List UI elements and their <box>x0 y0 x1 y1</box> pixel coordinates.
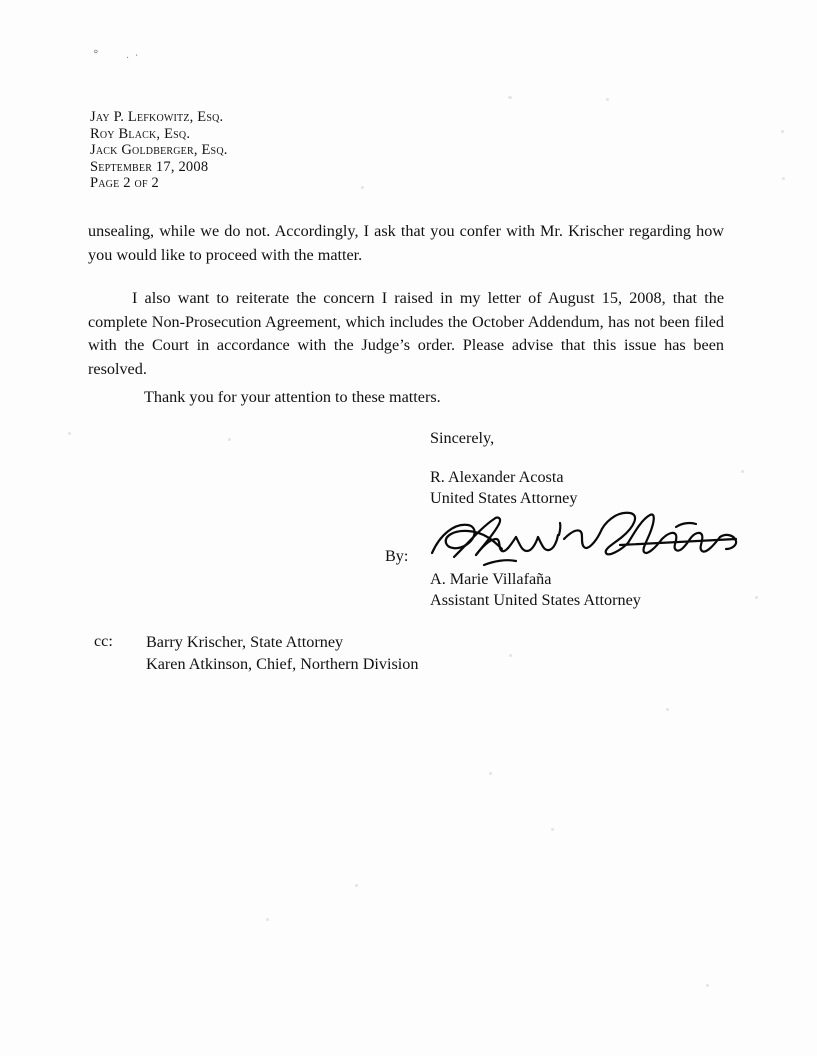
scan-speck <box>489 772 492 775</box>
handwritten-signature-icon <box>424 505 744 575</box>
cc-recipient-2: Karen Atkinson, Chief, Northern Division <box>146 654 419 673</box>
paragraph-1: unsealing, while we do not. Accordingly, I ask that you confer with Mr. Krischer regarding how you would like to proceed with the matter. <box>88 222 724 264</box>
scan-speck <box>508 96 512 99</box>
header-line-page-number: Page 2 of 2 <box>90 175 159 191</box>
header-line-recipient-1: Jay P. Lefkowitz, Esq. <box>90 109 224 125</box>
cc-recipient-1: Barry Krischer, State Attorney <box>146 633 344 651</box>
scan-speck <box>355 884 358 887</box>
scan-speck <box>782 177 785 180</box>
header-line-recipient-2: Roy Black, Esq. <box>90 125 191 142</box>
scan-speck <box>228 438 231 441</box>
scan-mark-two: · · <box>125 49 142 63</box>
scan-speck <box>68 432 71 435</box>
by-label: By: <box>385 547 409 565</box>
scan-speck <box>666 708 669 711</box>
letter-body <box>88 220 724 381</box>
scan-mark-one: ° <box>93 47 102 61</box>
signer-name: R. Alexander Acosta <box>430 468 564 486</box>
scan-speck <box>741 470 744 473</box>
cc-label: cc: <box>94 632 113 650</box>
closing-salutation: Sincerely, <box>430 429 495 447</box>
scan-speck <box>266 918 269 921</box>
scan-speck <box>509 654 512 657</box>
scan-speck <box>551 828 554 831</box>
paragraph-2: I also want to reiterate the concern I raised in my letter of August 15, 2008, that the complete Non-Prosecution Agreement, which includes the October Addendum, has not been filed with the Court in accordance with the Judge’s order. Please advise that this issue has been resolved. <box>88 289 724 378</box>
paragraph-spacer <box>88 267 724 287</box>
signed-by-title: Assistant United States Attorney <box>430 591 641 609</box>
scan-artifact-marks <box>92 48 162 68</box>
scan-speck <box>361 186 364 189</box>
cc-recipient-list <box>146 632 418 675</box>
scan-speck <box>706 984 709 987</box>
header-line-recipient-3: Jack Goldberger, Esq. <box>90 142 228 158</box>
scan-speck <box>755 596 758 599</box>
signer-block <box>430 467 577 509</box>
signed-by-name: A. Marie Villafaña <box>430 570 552 588</box>
scan-speck <box>606 98 609 101</box>
signed-by-block <box>430 569 641 611</box>
scan-speck <box>781 130 784 133</box>
letter-header <box>90 109 228 192</box>
header-line-date: September 17, 2008 <box>90 158 209 175</box>
signer-title: United States Attorney <box>430 489 578 507</box>
paragraph-3: Thank you for your attention to these matters. <box>144 388 441 406</box>
